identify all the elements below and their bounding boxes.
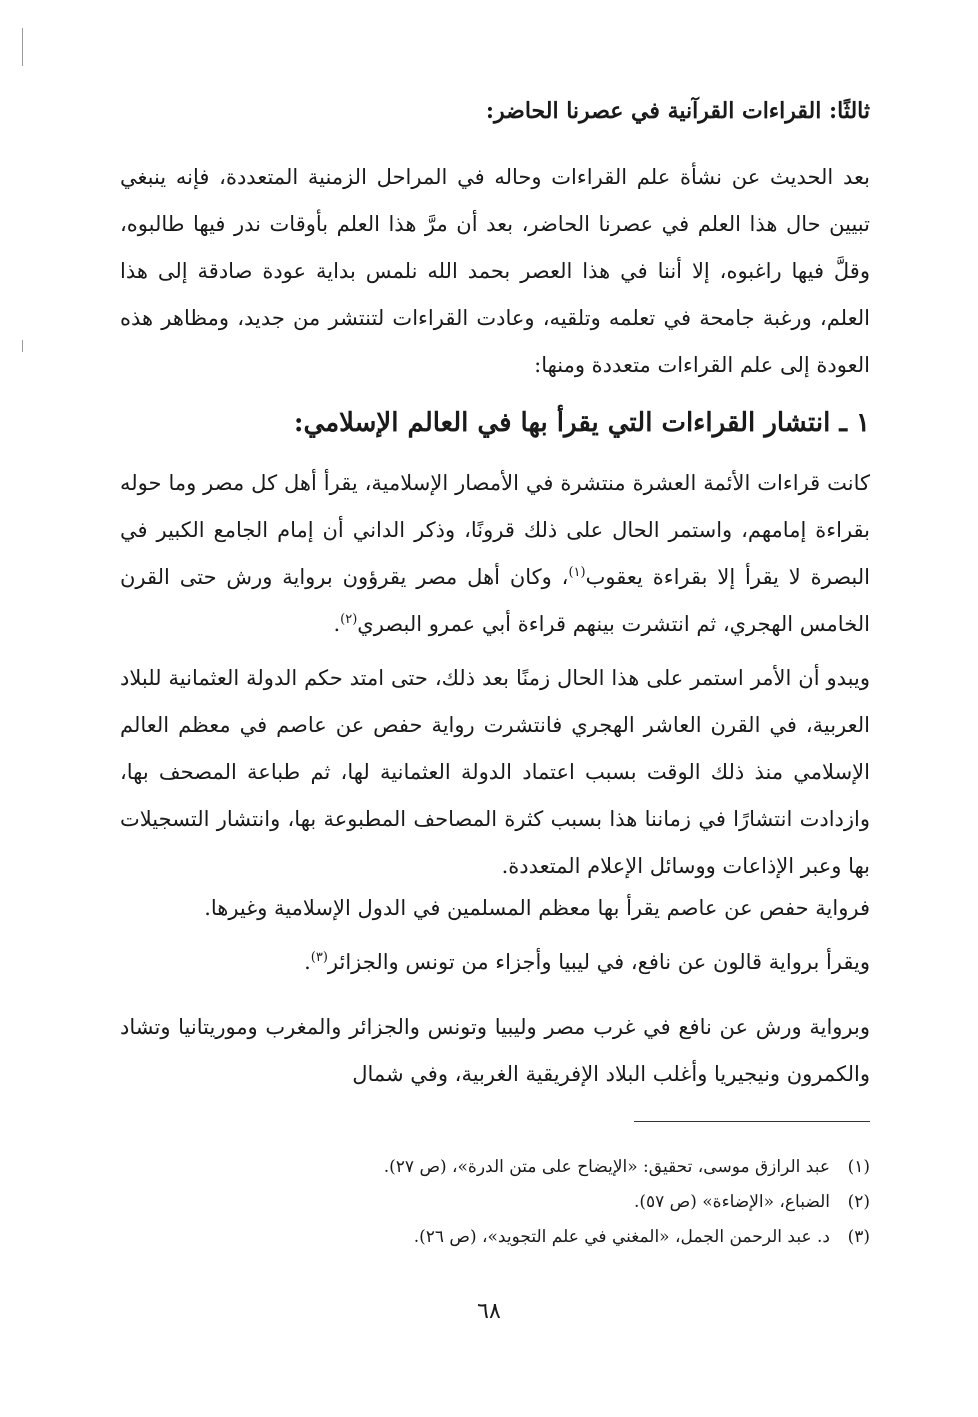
section-heading: ثالثًا: القراءات القرآنية في عصرنا الحاضر:	[485, 98, 870, 124]
footnote-reference: (١)	[568, 565, 586, 580]
paragraph-ottoman	[120, 655, 870, 890]
scan-edge-mark	[22, 340, 23, 352]
paragraph-text: كانت قراءات الأئمة العشرة منتشرة في الأمصار الإسلامية، يقرأ أهل كل مصر وما حوله بقراءة إمامهم، واستمر الحال على ذلك قرونًا، وذكر الداني أن إمام الجامع الكبير في البصرة لا يقرأ إلا بقراءة يعقوب	[120, 471, 871, 589]
paragraph-warsh	[120, 1004, 870, 1098]
page-number: ٦٨	[477, 1299, 501, 1324]
footnote-1	[120, 1150, 870, 1185]
subsection-heading: ١ ـ انتشار القراءات التي يقرأ بها في العالم الإسلامي:	[293, 408, 870, 438]
paragraph-text: ، وكان أهل مصر يقرؤون برواية ورش حتى القرن الخامس الهجري، ثم انتشرت بينهم قراءة أبي عمرو البصري	[120, 565, 870, 636]
footnote-text: عبد الرازق موسى، تحقيق: «الإيضاح على متن الدرة»، (ص ٢٧).	[383, 1157, 830, 1177]
footnote-divider	[634, 1121, 870, 1122]
intro-paragraph-text: بعد الحديث عن نشأة علم القراءات وحاله في المراحل الزمنية المتعددة، فإنه ينبغي تبيين حال هذا العلم في عصرنا الحاضر، بعد أن مرَّ هذا العلم بأوقات ندر فيها طالبوه، وقلَّ فيها راغبوه، إلا أننا في هذا العصر بحمد الله نلمس بداية عودة صادقة إلى هذا العلم، ورغبة جامحة في تعلمه وتلقيه، وعادت القراءات لتنتشر من جديد، ومظاهر هذه العودة إلى علم القراءات متعددة ومنها:	[120, 165, 870, 377]
line-qalun	[304, 950, 870, 974]
footnote-reference: (٣)	[310, 950, 328, 965]
scan-edge-mark	[22, 28, 23, 66]
footnote-2	[120, 1185, 870, 1220]
footnote-number: (١)	[847, 1157, 870, 1177]
footnote-reference: (٢)	[340, 612, 358, 627]
line-text: ويقرأ برواية قالون عن نافع، في ليبيا وأجزاء من تونس والجزائر	[327, 950, 870, 974]
footnote-text: د. عبد الرحمن الجمل، «المغني في علم التجويد»، (ص ٢٦).	[413, 1227, 830, 1247]
intro-paragraph	[120, 154, 870, 389]
line-text: .	[304, 950, 311, 974]
footnote-text: الضباع، «الإضاءة» (ص ٥٧).	[633, 1192, 830, 1212]
footnote-number: (٢)	[847, 1192, 870, 1212]
paragraph-readings-spread	[120, 460, 870, 648]
footnote-number: (٣)	[847, 1227, 870, 1247]
paragraph-text: .	[333, 612, 341, 636]
footnotes	[120, 1150, 870, 1255]
paragraph-text: ويبدو أن الأمر استمر على هذا الحال زمنًا بعد ذلك، حتى امتد حكم الدولة العثمانية للبلاد العربية، في القرن العاشر الهجري فانتشرت رواية حفص عن عاصم في معظم العالم الإسلامي منذ ذلك الوقت بسبب اعتماد الدولة العثمانية لها، ثم طباعة المصحف بها، وازدادت انتشارًا في زماننا هذا بسبب كثرة المصاحف المطبوعة بها، وانتشار التسجيلات بها وعبر الإذاعات ووسائل الإعلام المتعددة.	[120, 666, 870, 878]
footnote-3	[120, 1220, 870, 1255]
paragraph-text: وبرواية ورش عن نافع في غرب مصر وليبيا وتونس والجزائر والمغرب وموريتانيا وتشاد والكمرون ونيجيريا وأغلب البلاد الإفريقية الغربية، وفي شمال	[120, 1015, 870, 1086]
line-hafs: فرواية حفص عن عاصم يقرأ بها معظم المسلمين في الدول الإسلامية وغيرها.	[204, 896, 870, 920]
